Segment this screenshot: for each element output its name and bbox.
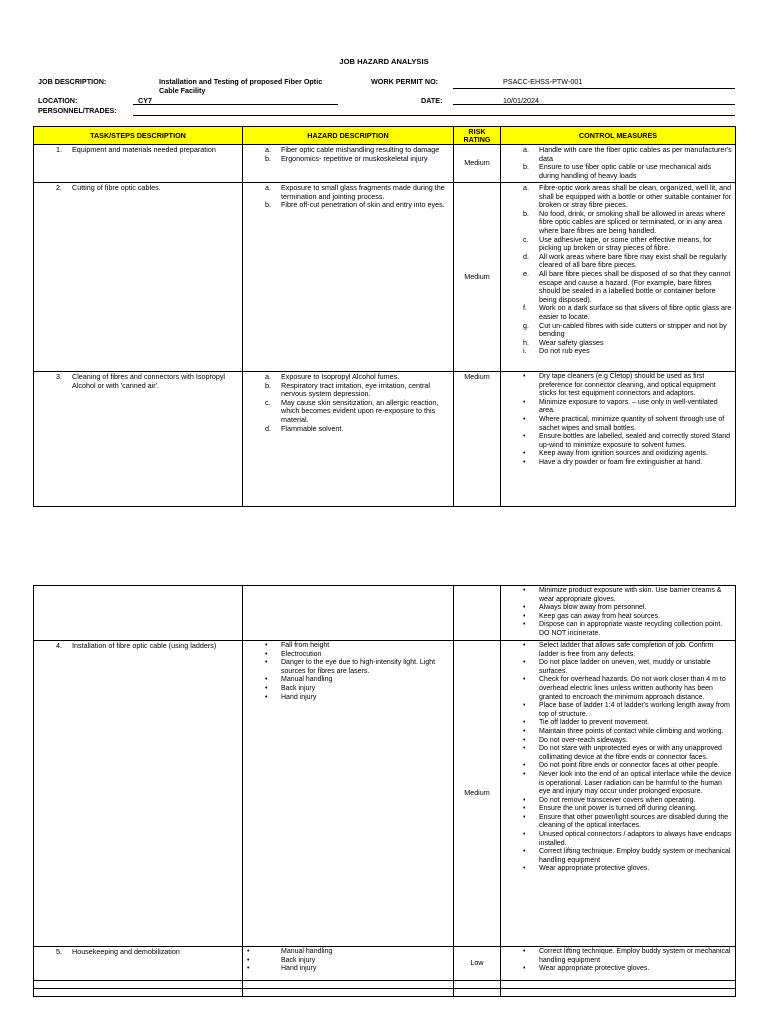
empty-cell: [34, 989, 243, 997]
task-cell: [34, 183, 243, 372]
location-underline: [133, 104, 338, 105]
list-item: • Minimize product exposure with skin. Use barrier creams & wear appropriate gloves.: [523, 587, 722, 603]
work-permit-value: PSACC-EHSS-PTW-001: [503, 77, 583, 86]
list-item: • Where practical, minimize quantity of solvent through use of sachet wipes and small bottles.: [523, 415, 725, 432]
task-text: Cutting of fibre optic cables.: [72, 183, 161, 192]
list-item: • Never look into the end of an optical interface while the device is operational. Laser radiation can be harmful to the human eye and injury may occur under prolonged exposure.: [523, 770, 732, 796]
list-item: b. Ensure to use fiber optic cable or use mechanical aids during handling of heavy loads: [523, 162, 712, 180]
list-item: • Always blow away from personnel.: [523, 604, 647, 612]
list-item: • Wear appropriate protective gloves.: [523, 965, 650, 973]
list-item: • Manual handling: [265, 676, 333, 684]
list-item: • Manual handling: [247, 948, 333, 955]
col-header-risk: RISK RATING: [454, 127, 501, 145]
list-item: d. All work areas where bare fibre may exist shall be regularly cleared of all bare fibre pieces.: [523, 251, 727, 270]
hazard-table-page1: [33, 126, 736, 507]
list-item: • Hand injury: [265, 693, 317, 701]
list-item: • Back injury: [247, 956, 316, 964]
list-item: c. Use adhesive tape, or some other effective means, for picking up broken or stray pieces of fibre.: [523, 234, 712, 253]
list-item: g. Cut un-cabled fibres with side cutters or stripper and not by bending: [523, 320, 727, 339]
list-item: d. Flammable solvent.: [265, 423, 344, 433]
hazard-cell: [243, 183, 454, 372]
list-item: b. Respiratory tract irritation, eye irritation, central nervous system depression.: [265, 380, 430, 399]
table-row-empty: [34, 981, 736, 989]
personnel-label: PERSONNEL/TRADES:: [38, 106, 117, 115]
table-row: [34, 145, 736, 183]
list-item: f. Work on a dark surface so that slivers of fibre optic glass are easier to locate.: [523, 303, 732, 321]
list-item: • Do not remove transceiver covers when operating.: [523, 796, 696, 804]
empty-cell: [243, 989, 454, 997]
hazard-cell: [243, 641, 454, 947]
task-number: 5.: [56, 947, 62, 956]
list-item: • Fall from height: [265, 642, 330, 649]
job-description-value: Installation and Testing of proposed Fiber Optic Cable Facility: [159, 77, 323, 95]
task-number: 1.: [56, 145, 62, 154]
list-item: • Do not stare with unprotected eyes or with any unapproved collimating device at the fibre ends or connector faces.: [523, 745, 722, 761]
list-item: • Have a dry powder or foam fire extinguisher at hand.: [523, 458, 703, 466]
risk-rating: [454, 586, 501, 641]
control-cell: [501, 586, 736, 641]
list-item: • Check for overhead hazards. Do not work closer than 4 m to overhead electric lines unless written authority has been granted to encroach the minimum approach distance.: [523, 676, 726, 701]
task-cell: [34, 947, 243, 981]
table-row: [34, 586, 736, 641]
hazard-cell: [243, 586, 454, 641]
date-value: 10/01/2024: [503, 96, 539, 105]
date-label: DATE:: [421, 96, 443, 105]
list-item: • Tie off ladder to prevent movement.: [523, 719, 650, 727]
control-cell: [501, 641, 736, 947]
task-cell: [34, 586, 243, 641]
empty-cell: [501, 989, 736, 997]
task-cell: [34, 641, 243, 947]
control-cell: [501, 947, 736, 981]
empty-cell: [243, 981, 454, 989]
list-item: • Do not place ladder on uneven, wet, muddy or unstable surfaces.: [523, 659, 711, 675]
table-row: [34, 641, 736, 947]
list-item: a. Fiber optic cable mishandling resulting to damage: [265, 145, 440, 154]
list-item: • Back injury: [265, 684, 316, 692]
list-item: • Electrocution: [265, 650, 322, 658]
col-header-hazard: HAZARD DESCRIPTION: [243, 127, 454, 145]
location-label: LOCATION:: [38, 96, 78, 105]
risk-rating: Medium: [454, 145, 501, 183]
list-item: b. No food, drink, or smoking shall be allowed in areas where fibre optic cables are spliced or terminated, or in any area where bare fibres are being handled.: [523, 208, 726, 235]
control-cell: [501, 145, 736, 183]
task-number: 3.: [56, 372, 62, 381]
empty-cell: [454, 989, 501, 997]
list-item: • Dispose can in appropriate waste recycling collection point. DO NOT incinerate.: [523, 621, 723, 637]
task-cell: [34, 372, 243, 507]
control-cell: [501, 372, 736, 507]
task-number: 2.: [56, 183, 62, 192]
job-description-label: JOB DESCRIPTION:: [38, 77, 107, 86]
list-item: • Keep gas can away from heat sources.: [523, 612, 661, 620]
list-item: • Ensure that other power/light sources are disabled during the cleaning of the optical interfaces.: [523, 813, 729, 830]
list-item: a. Exposure to small glass fragments made during the termination and jointing process.: [265, 183, 445, 201]
list-item: • Minimize exposure to vapors. – use only in well-ventilated area.: [523, 398, 718, 415]
list-item: • Unused optical connectors / adaptors to always have endcaps installed.: [523, 831, 732, 847]
list-item: • Place base of ladder 1:4 of ladder's working length away from top of structure.: [523, 702, 730, 718]
hazard-cell: [243, 947, 454, 981]
list-item: • Danger to the eye due to high-intensity light. Light sources for fibres are lasers.: [265, 659, 436, 675]
hazard-cell: [243, 145, 454, 183]
list-item: c. May cause skin sensitization, an allergic reaction, which becomes evident upon re-exposure to this material.: [265, 397, 439, 424]
table-header-row: [34, 127, 736, 145]
list-item: e. All bare fibre pieces shall be disposed of so that they cannot escape and cause a hazard. (For example, bare fibres should be sealed in a labelled bottle or container before being disposed).: [523, 268, 731, 304]
list-item: • Correct lifting technique. Employ buddy system or mechanical handling equipment: [523, 948, 731, 964]
hazard-cell: [243, 372, 454, 507]
list-item: a. Handle with care the fiber optic cables as per manufacturer's data: [523, 145, 732, 163]
col-header-task: TASK/STEPS DESCRIPTION: [34, 127, 243, 145]
list-item: • Do not over-reach sideways.: [523, 736, 628, 744]
location-value: CY7: [138, 96, 152, 105]
list-item: • Correct lifting technique. Employ buddy system or mechanical handling equipment: [523, 848, 731, 864]
list-item: • Wear appropriate protective gloves.: [523, 865, 650, 873]
task-text: Installation of fibre optic cable (using ladders): [72, 641, 217, 650]
list-item: • Do not point fibre ends or connector faces at other people.: [523, 762, 720, 770]
list-item: • Select ladder that allows safe completion of job. Confirm ladder is free from any defects.: [523, 642, 714, 658]
list-item: • Ensure the unit power is turned off during cleaning.: [523, 805, 697, 813]
empty-cell: [34, 981, 243, 989]
list-item: h. Wear safety glasses: [523, 337, 604, 347]
date-underline: [453, 104, 735, 105]
table-row: [34, 372, 736, 507]
risk-rating: Medium: [454, 372, 501, 507]
personnel-underline: [133, 115, 735, 116]
task-text: Housekeeping and demobilization: [72, 947, 180, 956]
list-item: • Maintain three points of contact while climbing and working.: [523, 727, 724, 735]
table-row-empty: [34, 989, 736, 997]
work-permit-underline: [453, 88, 735, 89]
col-header-control: CONTROL MEASURES: [501, 127, 736, 145]
list-item: • Ensure bottles are labelled, sealed and correctly stored Stand up-wind to minimize exposure to solvent fumes.: [523, 433, 731, 449]
hazard-table-page2: [33, 585, 736, 997]
task-text: Equipment and materials needed preparation: [72, 145, 216, 154]
list-item: i. Do not rub eyes: [523, 346, 590, 356]
task-text: Cleaning of fibres and connectors with Isopropyl Alcohol or with 'canned air'.: [72, 372, 226, 390]
work-permit-label: WORK PERMIT NO:: [371, 77, 439, 86]
empty-cell: [501, 981, 736, 989]
list-item: a. Fibre-optic work areas shall be clean, organized, well lit, and shall be equipped with a bottle or other suitable container for broken or stray fibre pieces.: [523, 183, 732, 210]
empty-cell: [454, 981, 501, 989]
list-item: • Hand injury: [247, 965, 317, 973]
list-item: b. Fibre off-cut penetration of skin and entry into eyes.: [265, 200, 445, 210]
risk-rating: Low: [454, 947, 501, 981]
list-item: a. Exposure to Isopropyl Alcohol fumes.: [265, 372, 400, 381]
control-cell: [501, 183, 736, 372]
table-row: [34, 183, 736, 372]
page-title: JOB HAZARD ANALYSIS: [339, 57, 429, 66]
task-number: 4.: [56, 641, 62, 650]
list-item: • Keep away from ignition sources and oxidizing agents.: [523, 450, 708, 458]
list-item: • Dry tape cleaners (e.g Cletop) should be used as first preference for connector cleaning, and optical equipment sticks for test equipment connectors and adaptors.: [523, 373, 716, 398]
risk-rating: Medium: [454, 183, 501, 372]
list-item: b. Ergonomics- repetitive or muskoskeletal injury: [265, 153, 428, 163]
risk-rating: Medium: [454, 641, 501, 947]
table-row: [34, 947, 736, 981]
task-cell: [34, 145, 243, 183]
